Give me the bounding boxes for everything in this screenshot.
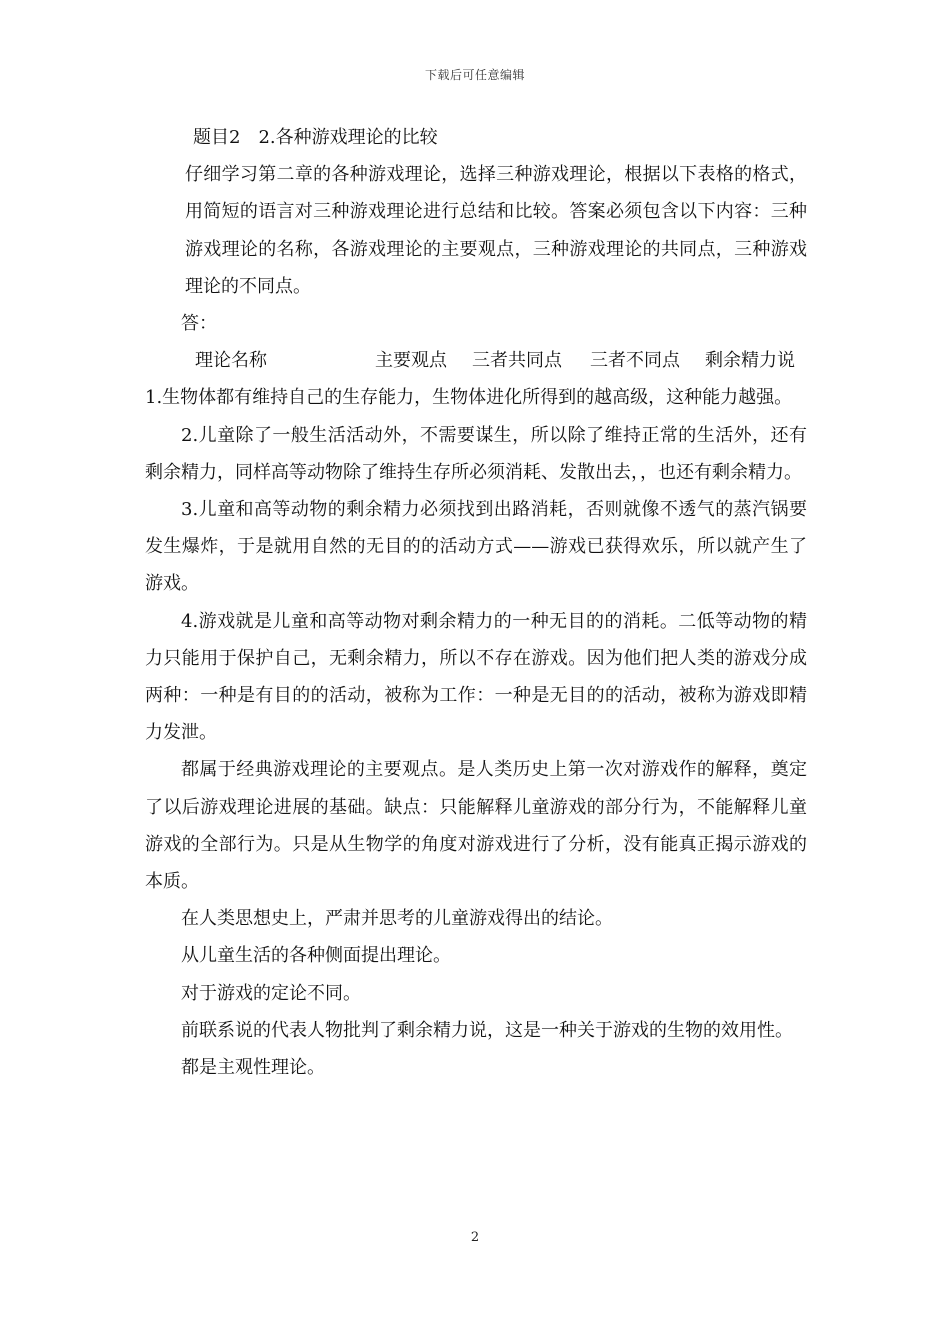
main-point-2: 2.儿童除了一般生活活动外，不需要谋生，所以除了维持正常的生活外，还有剩余精力，同样高等动物除了维持生存所必须消耗、发散出去，，也还有剩余精力。 [145, 424, 807, 483]
main-point-1: 1.生物体都有维持自己的生存能力，生物体进化所得到的越高级，这种能力越强。 [145, 387, 793, 409]
header-similarities: 三者共同点 [472, 350, 562, 372]
theory-name: 剩余精力说 [705, 350, 795, 372]
paragraph-aspects: 从儿童生活的各种侧面提出理论。 [181, 945, 451, 967]
table-header-row [145, 342, 807, 379]
page-number: 2 [470, 1230, 480, 1245]
header-theory-name: 理论名称 [195, 350, 267, 372]
header-differences: 三者不同点 [590, 350, 680, 372]
main-point-4: 4.游戏就是儿童和高等动物对剩余精力的一种无目的的消耗。二低等动物的精力只能用于保护自己，无剩余精力，所以不存在游戏。因为他们把人类的游戏分成两种：一种是有目的的活动，被称为工作：一种是无目的的活动，被称为游戏即精力发泄。 [145, 610, 807, 744]
header-main-points: 主要观点 [375, 350, 447, 372]
question-instruction: 仔细学习第二章的各种游戏理论，选择三种游戏理论，根据以下表格的格式，用简短的语言对三种游戏理论进行总结和比较。答案必须包含以下内容：三种游戏理论的名称，各游戏理论的主要观点，三种游戏理论的共同点，三种游戏理论的不同点。 [185, 164, 807, 297]
main-point-3: 3.儿童和高等动物的剩余精力必须找到出路消耗，否则就像不透气的蒸汽锅要发生爆炸，于是就用自然的无目的的活动方式——游戏已获得欢乐，所以就产生了游戏。 [145, 499, 807, 595]
paragraph-subjective: 都是主观性理论。 [181, 1057, 325, 1079]
paragraph-history: 在人类思想史上，严肃并思考的儿童游戏得出的结论。 [181, 908, 613, 930]
page-header: 下载后可任意编辑 [424, 68, 525, 82]
document-body [145, 119, 807, 1086]
paragraph-critique: 前联系说的代表人物批判了剩余精力说，这是一种关于游戏的生物的效用性。 [181, 1019, 793, 1041]
paragraph-definition: 对于游戏的定论不同。 [181, 982, 361, 1004]
answer-label: 答： [181, 313, 217, 335]
similarities-paragraph: 都属于经典游戏理论的主要观点。是人类历史上第一次对游戏作的解释，奠定了以后游戏理论进展的基础。缺点：只能解释儿童游戏的部分行为，不能解释儿童游戏的全部行为。只是从生物学的角度对游戏进行了分析，没有能真正揭示游戏的本质。 [145, 759, 807, 893]
question-title: 题目2 2.各种游戏理论的比较 [193, 127, 438, 148]
